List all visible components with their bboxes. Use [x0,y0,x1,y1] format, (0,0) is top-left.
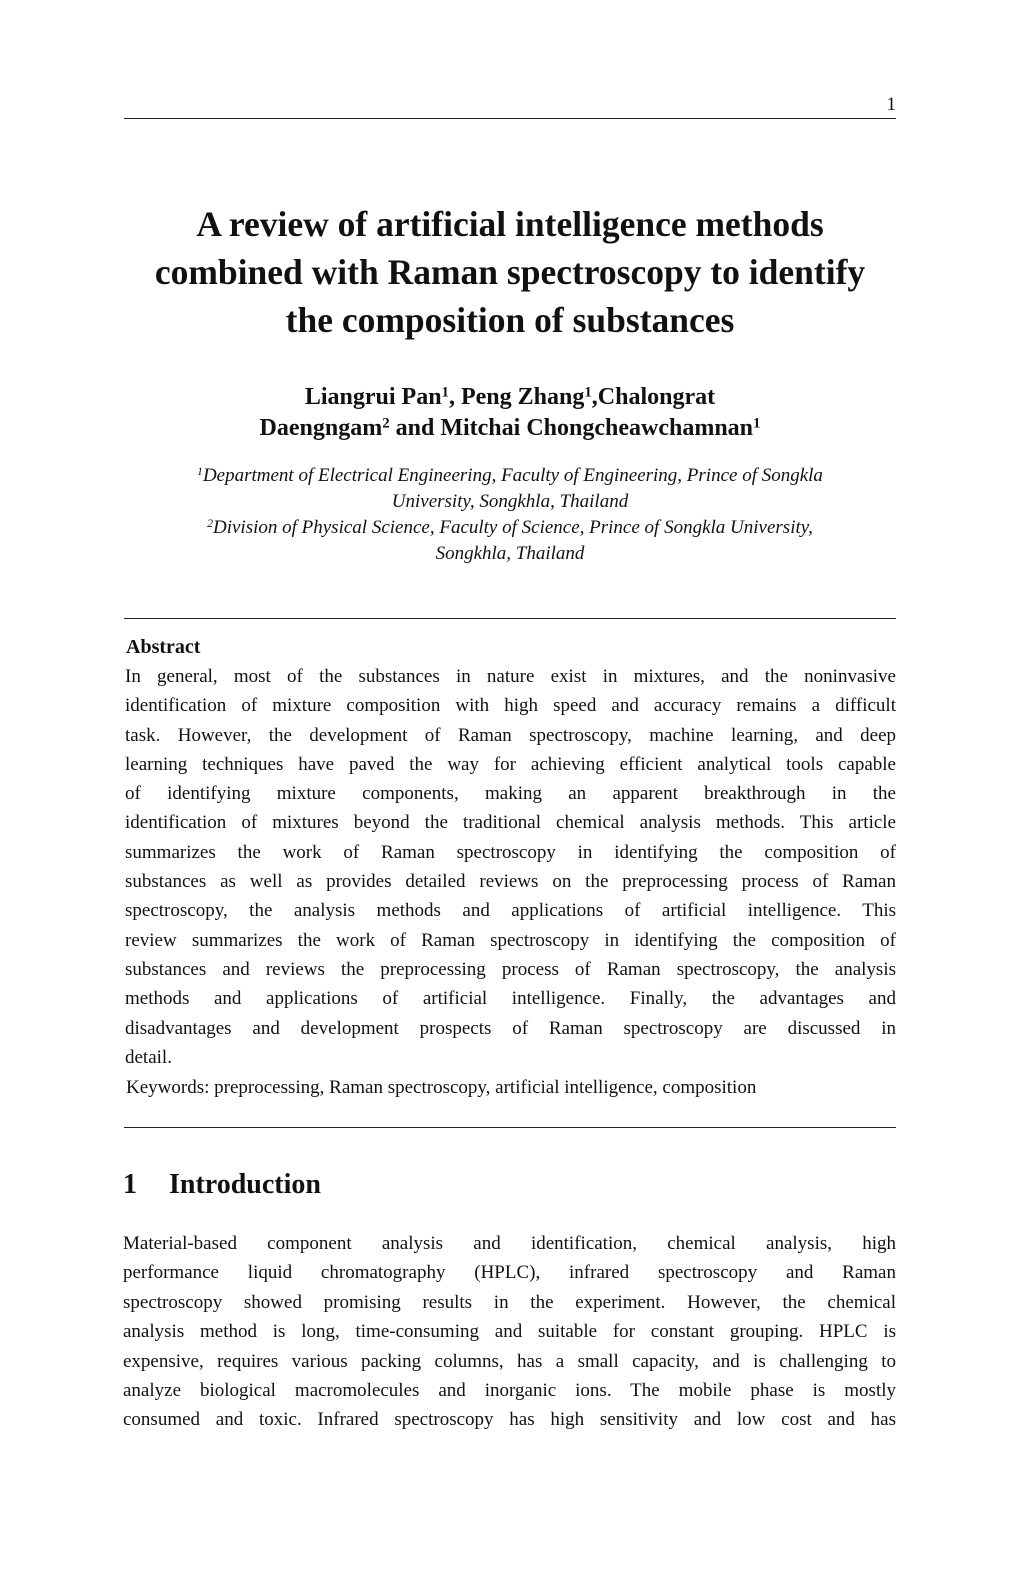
abstract-line: In general, most of the substances in nature exist in mixtures, and the noninvasive [125,666,896,687]
section-number: 1 [123,1169,137,1200]
abstract-line: disadvantages and development prospects of Raman spectroscopy are discussed in [125,1017,896,1039]
abstract-body [125,662,896,1072]
abstract-line: substances and reviews the preprocessing process of Raman spectroscopy, the analysis [125,958,896,980]
paper-title [100,200,920,344]
author-line [120,382,900,413]
body-line: analysis method is long, time-consuming and suitable for constant grouping. HPLC is [123,1321,896,1343]
section-heading [123,1169,321,1201]
abstract-line: identification of mixture composition with high speed and accuracy remains a difficult [125,695,896,717]
abstract-top-rule [124,618,896,619]
abstract-line: learning techniques have paved the way for achieving efficient analytical tools capable [125,753,896,775]
author-name: ,Chalongrat [591,384,716,410]
body-line: performance liquid chromatography (HPLC), infrared spectroscopy and Raman [123,1262,896,1284]
title-line: combined with Raman spectroscopy to identify [154,252,866,292]
abstract-line: detail. [125,1046,172,1068]
affiliation-mark: 1 [197,465,203,479]
body-line: consumed and toxic. Infrared spectroscopy has high sensitivity and low cost and has [123,1409,896,1431]
abstract-heading: Abstract [126,636,201,658]
affiliation-text: Department of Electrical Engineering, Faculty of Engineering, Prince of Songkla [202,465,823,486]
author-name: Daengngam [259,415,383,441]
affiliation-line [110,515,910,541]
title-line: A review of artificial intelligence methods [196,204,824,244]
abstract-bottom-rule [124,1127,896,1128]
body-line: spectroscopy showed promising results in the experiment. However, the chemical [123,1291,896,1313]
header-rule [124,118,896,119]
abstract-line: summarizes the work of Raman spectroscopy in identifying the composition of [125,841,896,863]
author-line [120,413,900,444]
keywords: Keywords: preprocessing, Raman spectroscopy, artificial intelligence, composition [126,1077,757,1098]
affiliation-line [110,463,910,489]
abstract-line: review summarizes the work of Raman spectroscopy in identifying the composition of [125,929,896,951]
introduction-body [123,1229,896,1435]
affiliation-mark: 2 [207,517,213,531]
abstract-line: substances as well as provides detailed reviews on the preprocessing process of Raman [125,871,896,893]
body-line: expensive, requires various packing columns, has a small capacity, and is challenging to [123,1350,896,1372]
abstract-line: of identifying mixture components, making an apparent breakthrough in the [125,783,896,805]
title-line: the composition of substances [285,300,735,340]
body-line: Material-based component analysis and identification, chemical analysis, high [123,1233,896,1254]
author-name: Liangrui Pan [304,384,442,410]
abstract-line: identification of mixtures beyond the traditional chemical analysis methods. This article [125,812,896,834]
abstract-line: methods and applications of artificial intelligence. Finally, the advantages and [125,988,896,1010]
author-name: Peng Zhang [460,384,585,410]
abstract-line: spectroscopy, the analysis methods and applications of artificial intelligence. This [125,900,896,922]
abstract-line: task. However, the development of Raman spectroscopy, machine learning, and deep [125,724,896,746]
author-affiliation-mark: 1 [584,384,592,401]
affiliation-text: Division of Physical Science, Faculty of Science, Prince of Songkla University, [212,517,813,538]
author-affiliation-mark: 1 [753,415,761,432]
author-affiliation-mark: 2 [382,415,390,432]
affiliations [110,463,910,567]
body-line: analyze biological macromolecules and inorganic ions. The mobile phase is mostly [123,1380,896,1402]
author-list [120,382,900,444]
affiliation-line: Songkhla, Thailand [435,543,585,564]
section-title: Introduction [169,1169,321,1200]
affiliation-line: University, Songkhla, Thailand [391,491,629,512]
author-separator: , [448,384,461,410]
author-name: Mitchai Chongcheawchamnan [440,415,754,441]
author-separator: and [389,415,441,441]
page-number: 1 [886,94,896,115]
author-affiliation-mark: 1 [441,384,449,401]
